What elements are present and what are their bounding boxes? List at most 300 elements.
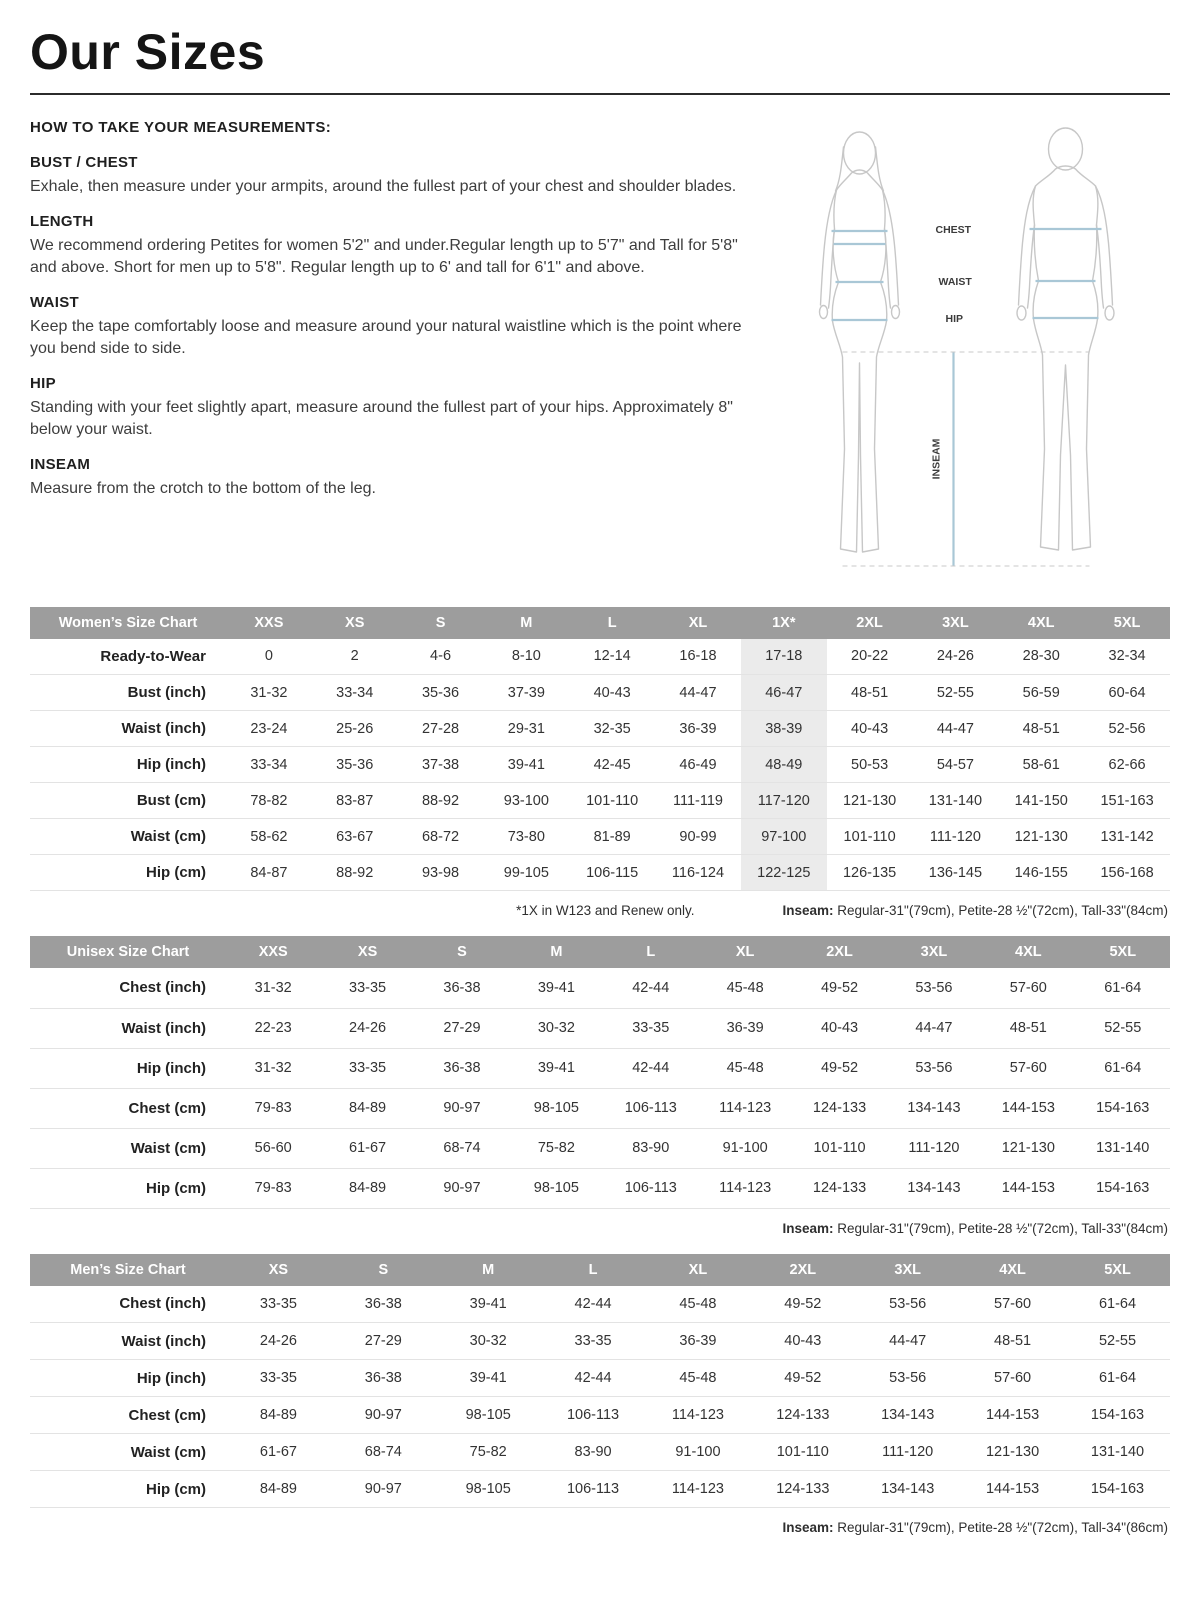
hip-figure-label: HIP <box>945 312 964 325</box>
size-cell: 37-39 <box>507 684 545 701</box>
row-label: Waist (cm) <box>130 828 206 845</box>
row-label: Hip (cm) <box>146 864 206 881</box>
size-cell: 114-123 <box>719 1100 772 1116</box>
size-column-header: L <box>604 936 698 968</box>
size-cell: 88-92 <box>336 864 374 881</box>
size-cell: 33-35 <box>349 1060 387 1076</box>
unisex-size-table-container <box>30 936 1170 1209</box>
size-column-header: 2XL <box>750 1254 855 1286</box>
size-column-header: M <box>436 1254 541 1286</box>
size-cell: 91-100 <box>675 1444 721 1460</box>
size-cell: 134-143 <box>881 1407 935 1423</box>
size-cell: 45-48 <box>726 979 764 996</box>
mens-size-table-container <box>30 1254 1170 1509</box>
size-cell: 90-97 <box>364 1481 402 1497</box>
size-cell: 98-105 <box>533 1100 579 1116</box>
size-cell: 33-34 <box>250 756 288 773</box>
size-cell: 36-38 <box>443 1060 481 1076</box>
size-column-header: 2XL <box>827 607 913 639</box>
size-cell: 40-43 <box>593 684 631 701</box>
table-row <box>30 1088 1170 1128</box>
table-row <box>30 1128 1170 1168</box>
size-cell: 79-83 <box>254 1180 292 1196</box>
size-cell: 97-100 <box>741 819 827 855</box>
size-column-header: XXS <box>226 607 312 639</box>
size-cell: 25-26 <box>336 720 374 737</box>
size-cell: 20-22 <box>851 648 889 665</box>
womens-size-chart-section <box>30 607 1170 919</box>
size-cell: 101-110 <box>776 1444 829 1460</box>
size-cell: 32-34 <box>1108 648 1146 665</box>
measurement-figure-column <box>785 119 1170 589</box>
size-cell: 61-64 <box>1098 1370 1137 1386</box>
size-cell: 151-163 <box>1100 792 1154 809</box>
size-cell: 124-133 <box>812 1100 867 1116</box>
row-label: Bust (cm) <box>136 792 206 809</box>
instruction-body: Measure from the crotch to the bottom of the leg. <box>30 480 376 498</box>
size-cell: 52-55 <box>936 684 974 701</box>
size-cell: 90-97 <box>364 1407 402 1423</box>
mens-size-chart-section <box>30 1254 1170 1536</box>
size-cell: 52-56 <box>1108 720 1146 737</box>
size-cell: 131-140 <box>928 792 983 809</box>
size-cell: 84-87 <box>250 864 288 881</box>
size-cell: 154-163 <box>1096 1100 1150 1116</box>
inseam-footnote <box>782 903 1168 918</box>
size-cell: 24-26 <box>936 648 974 665</box>
size-column-header: L <box>541 1254 646 1286</box>
size-cell: 131-140 <box>1096 1140 1150 1156</box>
table-row <box>30 968 1170 1008</box>
size-cell: 40-43 <box>820 1020 859 1036</box>
womens-table-footnotes <box>30 903 1168 918</box>
size-cell: 54-57 <box>936 756 974 773</box>
size-cell: 52-55 <box>1098 1333 1137 1349</box>
size-cell: 106-115 <box>586 864 639 881</box>
inseam-footnote-label: Inseam: <box>782 1520 834 1535</box>
size-cell: 134-143 <box>881 1481 935 1497</box>
size-cell: 27-28 <box>421 720 460 737</box>
size-cell: 111-119 <box>672 792 723 809</box>
size-cell: 111-120 <box>882 1444 934 1460</box>
size-cell: 99-105 <box>503 864 549 881</box>
size-cell: 39-41 <box>537 1060 575 1076</box>
size-column-header: 3XL <box>913 607 999 639</box>
row-label: Chest (inch) <box>119 1295 206 1313</box>
size-cell: 121-130 <box>1001 1140 1055 1156</box>
size-cell: 101-110 <box>586 792 639 809</box>
size-cell: 106-113 <box>566 1481 620 1497</box>
womens-size-table <box>30 607 1170 892</box>
howto-heading: HOW TO TAKE YOUR MEASUREMENTS: <box>30 118 332 136</box>
header-row <box>30 936 1170 968</box>
size-cell: 106-113 <box>624 1100 677 1116</box>
size-cell: 91-100 <box>722 1140 768 1156</box>
size-cell: 35-36 <box>421 684 460 701</box>
size-cell: 30-32 <box>469 1333 507 1349</box>
size-cell: 61-67 <box>259 1444 297 1460</box>
size-column-header: 3XL <box>887 936 981 968</box>
size-cell: 36-39 <box>679 720 717 737</box>
waist-figure-label: WAIST <box>938 275 972 288</box>
size-column-header: XXS <box>226 936 320 968</box>
size-cell: 57-60 <box>994 1295 1032 1312</box>
measurement-figure-illustration <box>785 119 1170 584</box>
instruction-body: Exhale, then measure under your armpits, around the fullest part of your chest and shoulder blades. <box>30 177 737 195</box>
header-row <box>30 1254 1170 1286</box>
inseam-footnote <box>782 1221 1168 1236</box>
inseam-footnote-label: Inseam: <box>782 1220 834 1236</box>
size-cell: 154-163 <box>1096 1180 1150 1196</box>
instruction-body: Keep the tape comfortably loose and measure around your natural waistline which is the point where you bend side to side. <box>30 317 742 357</box>
row-label: Chest (cm) <box>128 1406 206 1424</box>
size-cell: 81-89 <box>593 828 631 845</box>
instruction-body: We recommend ordering Petites for women 5'2" and under.Regular length up to 5'7" and Tall for 5'8" and above. Short for men up to 5'8". Regular length up to 6' and tall for 6'1" and above. <box>30 236 738 276</box>
size-cell: 44-47 <box>889 1333 927 1349</box>
size-cell: 49-52 <box>784 1295 822 1312</box>
table-title: Women’s Size Chart <box>30 607 226 639</box>
size-cell: 39-41 <box>537 979 575 996</box>
size-cell: 2 <box>350 648 359 665</box>
size-column-header: 1X* <box>741 607 827 639</box>
size-column-header: M <box>483 607 569 639</box>
size-cell: 88-92 <box>421 792 460 809</box>
size-column-header: L <box>569 607 655 639</box>
page-title: Our Sizes <box>30 24 266 80</box>
size-cell: 27-29 <box>443 1020 481 1036</box>
size-cell: 44-47 <box>679 684 717 701</box>
man-figure <box>1017 128 1114 550</box>
size-cell: 32-35 <box>593 720 631 737</box>
size-cell: 116-124 <box>671 864 725 881</box>
inseam-footnote-text: Regular-31"(79cm), Petite-28 ½"(72cm), Tall-33"(84cm) <box>833 1220 1168 1236</box>
size-cell: 111-120 <box>908 1140 960 1156</box>
row-label: Waist (inch) <box>121 1332 206 1350</box>
size-cell: 61-67 <box>349 1140 387 1156</box>
table-title: Men’s Size Chart <box>30 1254 226 1286</box>
size-cell: 53-56 <box>889 1370 927 1386</box>
size-cell: 121-130 <box>985 1444 1040 1460</box>
table-row <box>30 783 1170 819</box>
size-cell: 48-51 <box>1009 1020 1047 1036</box>
row-label: Hip (cm) <box>146 1179 206 1197</box>
instruction-section-hip <box>30 375 765 441</box>
size-cell: 93-100 <box>503 792 549 809</box>
size-cell: 33-34 <box>336 684 374 701</box>
size-column-header: S <box>331 1254 436 1286</box>
size-cell: 84-89 <box>349 1100 387 1116</box>
womens-size-table-container <box>30 607 1170 892</box>
instruction-title: LENGTH <box>30 212 94 230</box>
size-cell: 90-97 <box>443 1180 481 1196</box>
title-divider <box>30 93 1170 95</box>
size-cell: 154-163 <box>1090 1481 1145 1497</box>
inseam-footnote-text: Regular-31"(79cm), Petite-28 ½"(72cm), Tall-34"(86cm) <box>833 1520 1168 1535</box>
size-cell: 50-53 <box>851 756 889 773</box>
size-cell: 48-51 <box>851 684 889 701</box>
size-cell: 144-153 <box>985 1481 1040 1497</box>
size-cell: 42-44 <box>632 979 670 996</box>
size-cell: 83-90 <box>632 1140 670 1156</box>
size-cell: 68-74 <box>364 1444 402 1460</box>
instruction-section-inseam <box>30 456 765 500</box>
row-label: Waist (inch) <box>121 1019 206 1037</box>
table-row <box>30 1323 1170 1360</box>
size-cell: 39-41 <box>507 756 545 773</box>
mens-size-table <box>30 1254 1170 1509</box>
size-column-header: 2XL <box>792 936 886 968</box>
table-row <box>30 1360 1170 1397</box>
size-cell: 62-66 <box>1108 756 1146 773</box>
size-cell: 144-153 <box>1001 1100 1055 1116</box>
size-cell: 24-26 <box>349 1020 387 1036</box>
table-row <box>30 675 1170 711</box>
instruction-section-waist <box>30 294 765 360</box>
row-label: Hip (inch) <box>136 1369 206 1387</box>
size-cell: 24-26 <box>259 1333 297 1349</box>
size-cell: 57-60 <box>994 1370 1032 1386</box>
size-column-header: XS <box>320 936 414 968</box>
table-row <box>30 747 1170 783</box>
row-label: Hip (inch) <box>136 756 206 773</box>
size-cell: 114-123 <box>719 1180 772 1196</box>
size-cell: 131-140 <box>1090 1444 1145 1460</box>
size-cell: 52-55 <box>1104 1020 1142 1036</box>
size-cell: 28-30 <box>1022 648 1060 665</box>
size-column-header: M <box>509 936 603 968</box>
size-cell: 124-133 <box>776 1481 830 1497</box>
size-cell: 83-87 <box>336 792 374 809</box>
size-cell: 79-83 <box>254 1100 292 1116</box>
size-cell: 122-125 <box>741 855 827 891</box>
size-column-header: 3XL <box>855 1254 960 1286</box>
row-label: Chest (inch) <box>119 979 206 997</box>
size-cell: 4-6 <box>430 648 452 665</box>
size-cell: 31-32 <box>250 684 288 701</box>
size-cell: 134-143 <box>907 1180 961 1196</box>
size-column-header: 5XL <box>1084 607 1170 639</box>
inseam-footnote <box>782 1520 1168 1535</box>
table-row <box>30 1008 1170 1048</box>
size-cell: 60-64 <box>1108 684 1146 701</box>
table-row <box>30 639 1170 675</box>
size-cell: 63-67 <box>336 828 374 845</box>
row-label: Hip (inch) <box>136 1059 206 1077</box>
size-cell: 39-41 <box>469 1295 507 1312</box>
size-cell: 61-64 <box>1098 1295 1137 1312</box>
size-cell: 44-47 <box>936 720 974 737</box>
size-cell: 98-105 <box>465 1407 511 1423</box>
size-cell: 42-44 <box>574 1370 612 1386</box>
size-column-header: XS <box>312 607 398 639</box>
size-cell: 38-39 <box>741 711 827 747</box>
size-cell: 106-113 <box>566 1407 620 1423</box>
size-cell: 39-41 <box>469 1370 507 1386</box>
size-column-header: S <box>398 607 484 639</box>
size-cell: 144-153 <box>1001 1180 1055 1196</box>
size-cell: 53-56 <box>889 1295 927 1312</box>
row-label: Waist (cm) <box>130 1139 206 1157</box>
size-cell: 0 <box>264 648 273 665</box>
table-title: Unisex Size Chart <box>30 936 226 968</box>
size-cell: 75-82 <box>537 1140 575 1156</box>
size-cell: 156-168 <box>1100 864 1154 881</box>
size-cell: 84-89 <box>259 1481 297 1497</box>
size-column-header: XL <box>655 607 741 639</box>
inseam-footnote-label: Inseam: <box>782 903 834 918</box>
row-label: Waist (inch) <box>121 720 206 737</box>
size-cell: 46-49 <box>679 756 717 773</box>
size-cell: 101-110 <box>813 1140 866 1156</box>
size-cell: 53-56 <box>915 979 953 996</box>
size-cell: 58-61 <box>1022 756 1060 773</box>
table-row <box>30 1168 1170 1208</box>
size-cell: 36-39 <box>726 1020 764 1036</box>
instruction-title: HIP <box>30 374 56 392</box>
size-column-header: 4XL <box>998 607 1084 639</box>
size-cell: 111-120 <box>929 828 981 845</box>
guide-lines <box>843 352 1090 566</box>
size-column-header: XL <box>646 1254 751 1286</box>
woman-figure <box>820 132 900 552</box>
size-cell: 35-36 <box>336 756 374 773</box>
instruction-section-length <box>30 213 765 279</box>
size-column-header: 4XL <box>960 1254 1065 1286</box>
size-cell: 53-56 <box>915 1060 953 1076</box>
size-cell: 114-123 <box>671 1481 724 1497</box>
size-cell: 106-113 <box>624 1180 677 1196</box>
table-row <box>30 855 1170 891</box>
mens-table-footnotes <box>30 1520 1168 1535</box>
size-cell: 48-51 <box>994 1333 1032 1349</box>
size-cell: 124-133 <box>812 1180 867 1196</box>
size-cell: 101-110 <box>843 828 896 845</box>
size-cell: 40-43 <box>784 1333 822 1349</box>
size-cell: 84-89 <box>259 1407 297 1423</box>
size-cell: 33-35 <box>259 1295 297 1312</box>
size-column-header: 4XL <box>981 936 1075 968</box>
size-column-header: S <box>415 936 509 968</box>
size-cell: 36-39 <box>679 1333 717 1349</box>
size-cell: 90-97 <box>443 1100 481 1116</box>
size-cell: 61-64 <box>1104 979 1142 996</box>
size-cell: 49-52 <box>820 1060 859 1076</box>
size-cell: 45-48 <box>726 1060 764 1076</box>
size-cell: 29-31 <box>507 720 545 737</box>
size-cell: 17-18 <box>741 639 827 675</box>
table-row <box>30 1397 1170 1434</box>
size-cell: 12-14 <box>593 648 631 665</box>
size-cell: 27-29 <box>364 1333 402 1349</box>
table-row <box>30 819 1170 855</box>
row-label: Ready-to-Wear <box>100 647 206 665</box>
size-cell: 22-23 <box>254 1020 292 1036</box>
size-cell: 136-145 <box>928 864 983 881</box>
table-row <box>30 1434 1170 1471</box>
size-cell: 134-143 <box>907 1100 961 1116</box>
measurement-guide-area <box>30 119 1170 589</box>
size-cell: 98-105 <box>533 1180 579 1196</box>
size-cell: 61-64 <box>1104 1060 1142 1076</box>
inseam-footnote-text: Regular-31"(79cm), Petite-28 ½"(72cm), Tall-33"(84cm) <box>833 903 1168 918</box>
size-cell: 48-49 <box>741 747 827 783</box>
size-cell: 36-38 <box>364 1295 402 1312</box>
size-cell: 49-52 <box>820 979 859 996</box>
size-cell: 8-10 <box>511 648 541 665</box>
size-cell: 78-82 <box>250 792 288 809</box>
row-label: Chest (cm) <box>128 1099 206 1117</box>
size-cell: 146-155 <box>1014 864 1068 881</box>
size-cell: 117-120 <box>741 783 827 819</box>
size-cell: 57-60 <box>1009 979 1047 996</box>
size-column-header: 5XL <box>1065 1254 1170 1286</box>
size-cell: 45-48 <box>679 1295 717 1312</box>
size-cell: 33-35 <box>632 1020 670 1036</box>
size-column-header: XS <box>226 1254 331 1286</box>
size-cell: 49-52 <box>784 1370 822 1386</box>
size-cell: 33-35 <box>349 979 387 996</box>
size-cell: 37-38 <box>421 756 460 773</box>
size-cell: 31-32 <box>254 979 292 996</box>
size-cell: 114-123 <box>671 1407 724 1423</box>
instruction-section-bust-chest <box>30 154 765 198</box>
size-cell: 98-105 <box>465 1481 511 1497</box>
size-cell: 46-47 <box>741 675 827 711</box>
unisex-size-chart-section <box>30 936 1170 1236</box>
size-cell: 75-82 <box>469 1444 507 1460</box>
size-cell: 33-35 <box>574 1333 612 1349</box>
size-cell: 131-142 <box>1100 828 1154 845</box>
table-row <box>30 1471 1170 1508</box>
size-cell: 40-43 <box>851 720 889 737</box>
header-row <box>30 607 1170 639</box>
size-cell: 36-38 <box>364 1370 402 1386</box>
size-cell: 16-18 <box>679 648 717 665</box>
size-cell: 68-72 <box>421 828 460 845</box>
row-label: Hip (cm) <box>146 1480 206 1498</box>
size-cell: 31-32 <box>254 1060 292 1076</box>
size-cell: 126-135 <box>842 864 897 881</box>
size-cell: 93-98 <box>421 864 460 881</box>
unisex-size-table <box>30 936 1170 1209</box>
measurement-instructions <box>30 119 765 589</box>
size-cell: 141-150 <box>1014 792 1068 809</box>
row-label: Waist (cm) <box>130 1443 206 1461</box>
size-cell: 42-44 <box>574 1295 612 1312</box>
table-row <box>30 1048 1170 1088</box>
size-cell: 56-60 <box>254 1140 292 1156</box>
size-column-header: XL <box>698 936 792 968</box>
table-row <box>30 711 1170 747</box>
size-cell: 33-35 <box>259 1370 297 1386</box>
size-cell: 36-38 <box>443 979 481 996</box>
size-cell: 58-62 <box>250 828 288 845</box>
size-cell: 57-60 <box>1009 1060 1047 1076</box>
size-cell: 73-80 <box>507 828 545 845</box>
size-cell: 121-130 <box>842 792 897 809</box>
instruction-title: BUST / CHEST <box>30 153 138 171</box>
size-cell: 144-153 <box>985 1407 1040 1423</box>
size-cell: 23-24 <box>250 720 288 737</box>
size-cell: 56-59 <box>1022 684 1060 701</box>
inseam-figure-label: INSEAM <box>930 438 943 479</box>
instruction-body: Standing with your feet slightly apart, measure around the fullest part of your hips. Approximately 8" below your waist. <box>30 398 733 438</box>
row-label: Bust (inch) <box>127 684 206 701</box>
size-cell: 44-47 <box>915 1020 953 1036</box>
size-cell: 68-74 <box>443 1140 481 1156</box>
chest-figure-label: CHEST <box>935 223 972 236</box>
size-cell: 42-45 <box>593 756 631 773</box>
